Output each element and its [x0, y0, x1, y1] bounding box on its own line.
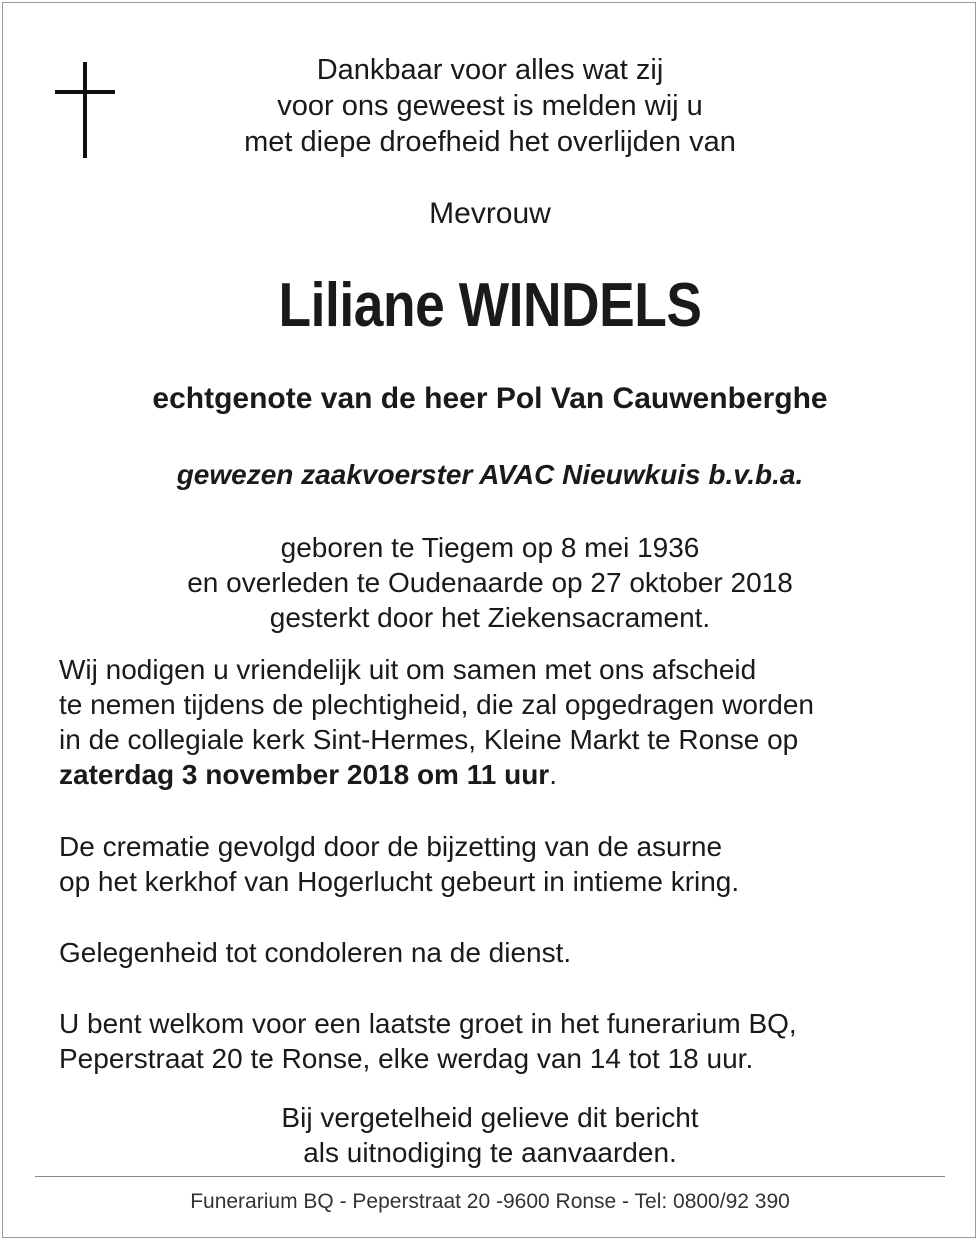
visitation-info: U bent welkom voor een laatste groet in het funerarium BQ, Peperstraat 20 te Ronse, elke werdag van 14 tot 18 uur. — [59, 1008, 797, 1074]
birth-death-info: geboren te Tiegem op 8 mei 1936 en overleden te Oudenaarde op 27 oktober 2018 gesterkt door het Ziekensacrament. — [187, 532, 793, 633]
function-line: gewezen zaakvoerster AVAC Nieuwkuis b.v.b.a. — [176, 459, 804, 490]
cremation-info: De crematie gevolgd door de bijzetting van de asurne op het kerkhof van Hogerlucht gebeurt in intieme kring. — [59, 831, 740, 897]
honorific: Mevrouw — [429, 197, 551, 230]
deceased-name: Liliane WINDELS — [278, 271, 702, 340]
condolence-info: Gelegenheid tot condoleren na de dienst. — [59, 937, 572, 968]
funeral-home-footer: Funerarium BQ - Peperstraat 20 -9600 Ronse - Tel: 0800/92 390 — [190, 1190, 790, 1213]
ceremony-date: zaterdag 3 november 2018 om 11 uur — [59, 759, 550, 790]
spouse-line: echtgenote van de heer Pol Van Cauwenberghe — [152, 382, 828, 415]
intro-text: Dankbaar voor alles wat zij voor ons geweest is melden wij u met diepe droefheid het overlijden van — [244, 54, 736, 158]
closing-note: Bij vergetelheid gelieve dit bericht als uitnodiging te aanvaarden. — [281, 1102, 699, 1168]
cross-icon — [55, 62, 115, 158]
ceremony-invitation: Wij nodigen u vriendelijk uit om samen met ons afscheid te nemen tijdens de plechtigheid, die zal opgedragen worden in de collegiale kerk Sint-Hermes, Kleine Markt te Ronse op zaterdag 3 november 2018 om 11 uur. — [59, 654, 814, 790]
footer-divider — [35, 1176, 945, 1177]
